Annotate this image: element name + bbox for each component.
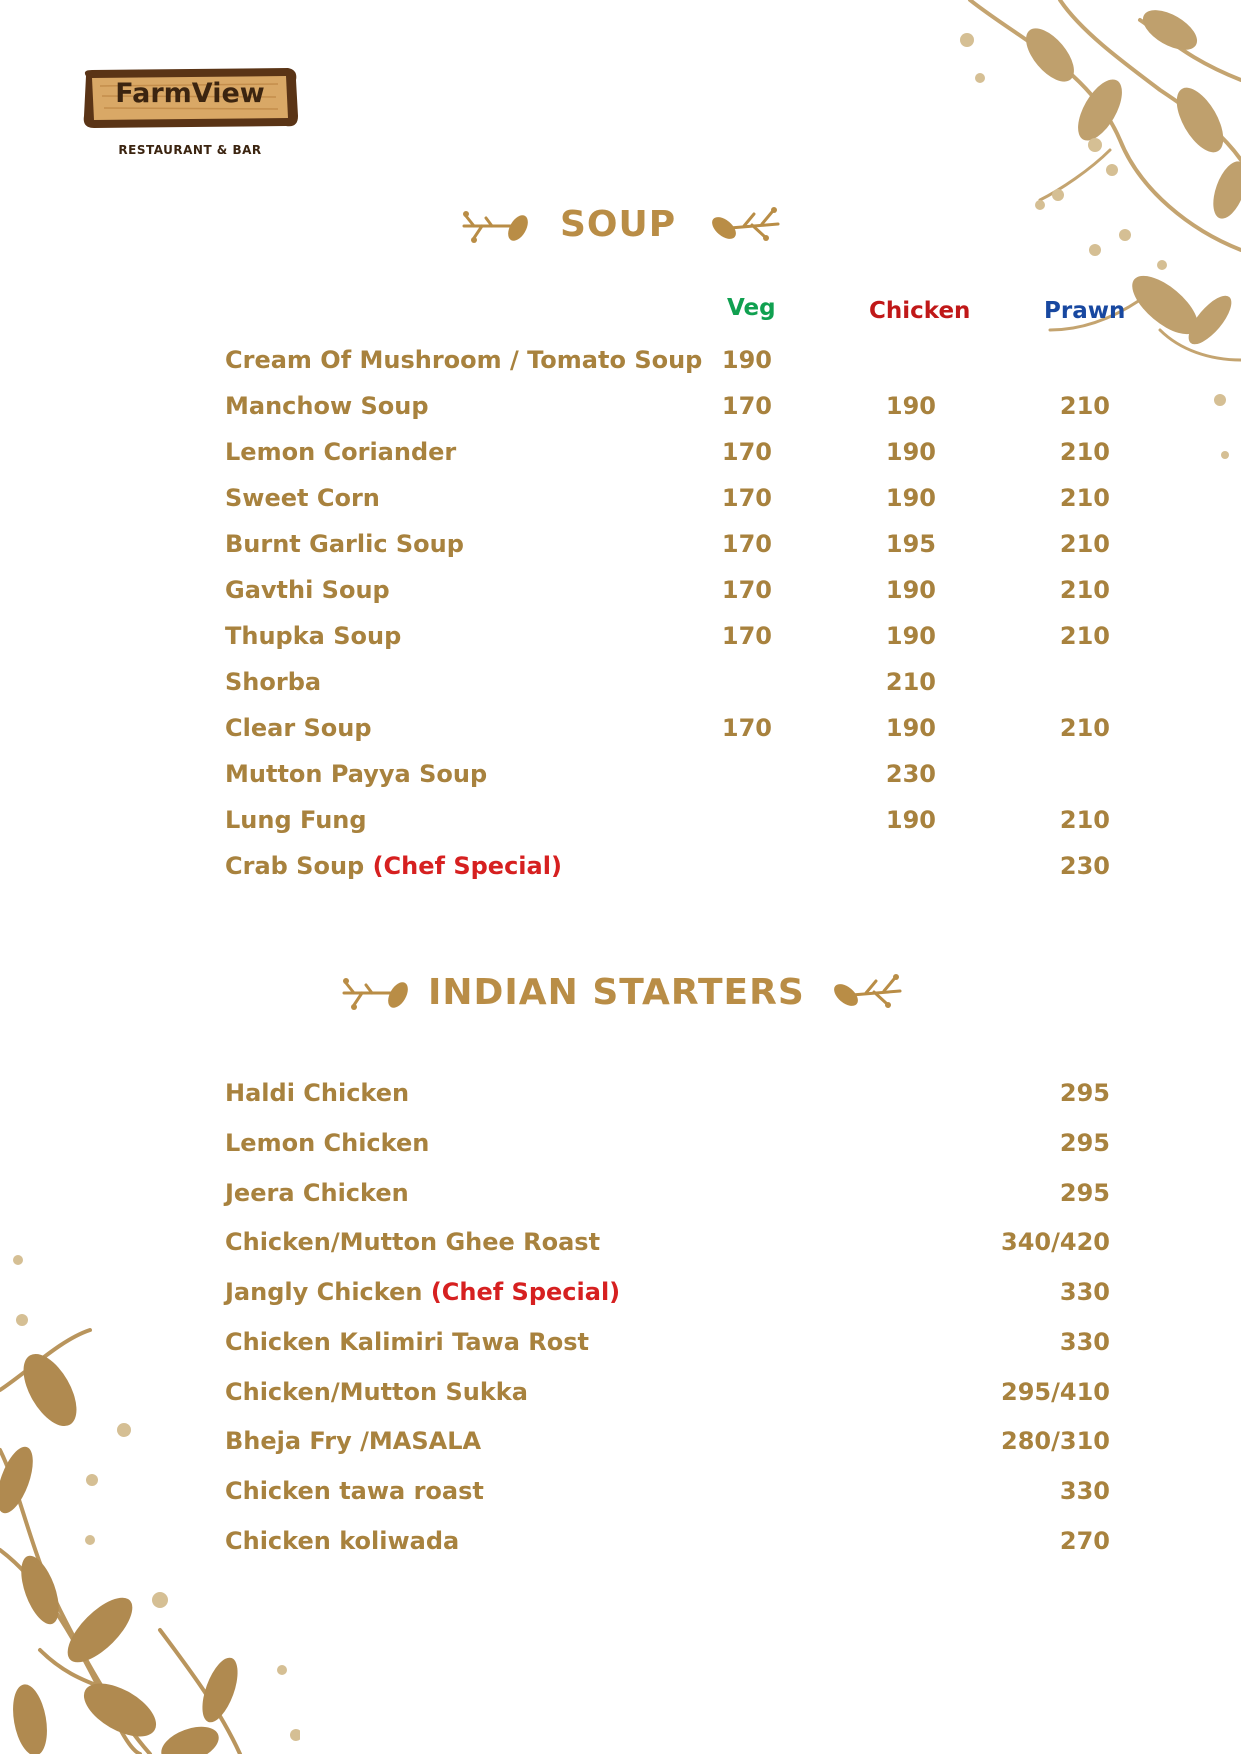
column-header-prawn: Prawn	[1044, 298, 1126, 324]
item-name-text: Haldi Chicken	[225, 1079, 410, 1107]
starter-item-name	[225, 1527, 459, 1555]
soup-price-veg: 170	[721, 530, 772, 558]
soup-item-name	[225, 484, 380, 512]
soup-price-chicken: 190	[885, 714, 936, 742]
soup-price-prawn: 210	[1059, 622, 1110, 650]
leaf-branch-icon	[834, 973, 902, 1013]
logo-subtitle: RESTAURANT & BAR	[118, 143, 262, 157]
soup-item-name	[225, 806, 367, 834]
item-name-text: Lemon Chicken	[225, 1129, 430, 1157]
starter-item-name	[225, 1228, 600, 1256]
soup-price-prawn: 210	[1059, 392, 1110, 420]
soup-price-prawn: 210	[1059, 484, 1110, 512]
soup-item-name	[225, 392, 429, 420]
item-name-text: Chicken tawa roast	[225, 1477, 484, 1505]
soup-item-name	[225, 622, 401, 650]
logo-name: FarmView	[115, 78, 265, 109]
starter-price: 340/420	[1001, 1228, 1110, 1256]
soup-item-name	[225, 668, 321, 696]
starter-item-name	[225, 1378, 528, 1406]
chef-special-label: (Chef Special)	[430, 1278, 621, 1306]
item-name-text: Bheja Fry /MASALA	[225, 1427, 482, 1455]
item-name-text: Chicken/Mutton Ghee Roast	[225, 1228, 601, 1256]
soup-price-chicken: 190	[885, 438, 936, 466]
item-name-text: Burnt Garlic Soup	[225, 530, 464, 558]
starters-title: INDIAN STARTERS	[428, 972, 805, 1013]
item-name-text: Jangly Chicken	[225, 1278, 431, 1306]
soup-price-chicken: 230	[885, 760, 936, 788]
item-name-text: Thupka Soup	[225, 622, 402, 650]
starter-price: 330	[1059, 1328, 1110, 1356]
soup-price-veg: 170	[721, 714, 772, 742]
soup-item-name	[225, 346, 702, 374]
starter-item-name	[225, 1477, 484, 1505]
item-name-text: Cream Of Mushroom / Tomato Soup	[225, 346, 703, 374]
leaf-branch-icon	[462, 206, 530, 246]
soup-item-name	[225, 714, 372, 742]
soup-item-name	[225, 760, 487, 788]
soup-price-chicken: 190	[885, 576, 936, 604]
item-name-text: Jeera Chicken	[225, 1179, 409, 1207]
soup-price-chicken: 190	[885, 484, 936, 512]
starter-item-name	[225, 1129, 429, 1157]
item-name-text: Manchow Soup	[225, 392, 429, 420]
soup-price-prawn: 210	[1059, 438, 1110, 466]
chef-special-label: (Chef Special)	[372, 852, 562, 880]
soup-price-veg: 170	[721, 484, 772, 512]
item-name-text: Crab Soup	[225, 852, 373, 880]
column-header-chicken: Chicken	[869, 298, 971, 324]
item-name-text: Lung Fung	[225, 806, 367, 834]
soup-price-chicken: 190	[885, 392, 936, 420]
starter-item-name	[225, 1328, 589, 1356]
starter-price: 330	[1059, 1278, 1110, 1306]
soup-price-veg: 170	[721, 392, 772, 420]
soup-item-name	[225, 530, 464, 558]
soup-price-prawn: 210	[1059, 530, 1110, 558]
soup-price-chicken: 210	[885, 668, 936, 696]
starter-price: 270	[1059, 1527, 1110, 1555]
item-name-text: Chicken Kalimiri Tawa Rost	[225, 1328, 590, 1356]
soup-item-name	[225, 576, 390, 604]
leaf-branch-icon	[342, 973, 410, 1013]
starter-item-name	[225, 1427, 481, 1455]
item-name-text: Shorba	[225, 668, 322, 696]
soup-price-veg: 170	[721, 622, 772, 650]
soup-price-chicken: 195	[885, 530, 936, 558]
column-header-veg: Veg	[727, 295, 776, 321]
soup-price-chicken: 190	[885, 622, 936, 650]
soup-price-chicken: 190	[885, 806, 936, 834]
soup-item-name	[225, 438, 456, 466]
soup-title: SOUP	[560, 204, 677, 245]
starter-price: 295	[1059, 1079, 1110, 1107]
soup-price-prawn: 210	[1059, 576, 1110, 604]
starter-item-name	[225, 1179, 409, 1207]
item-name-text: Chicken/Mutton Sukka	[225, 1378, 528, 1406]
item-name-text: Mutton Payya Soup	[225, 760, 488, 788]
starter-price: 295	[1059, 1179, 1110, 1207]
starter-price: 280/310	[1001, 1427, 1110, 1455]
soup-price-veg: 170	[721, 576, 772, 604]
starter-price: 295	[1059, 1129, 1110, 1157]
starter-item-name	[225, 1079, 409, 1107]
soup-price-veg: 170	[721, 438, 772, 466]
starter-price: 330	[1059, 1477, 1110, 1505]
soup-price-veg: 190	[721, 346, 772, 374]
item-name-text: Sweet Corn	[225, 484, 380, 512]
item-name-text: Clear Soup	[225, 714, 372, 742]
starter-price: 295/410	[1001, 1378, 1110, 1406]
item-name-text: Lemon Coriander	[225, 438, 457, 466]
starter-item-name	[225, 1278, 620, 1306]
soup-price-prawn: 210	[1059, 806, 1110, 834]
item-name-text: Chicken koliwada	[225, 1527, 460, 1555]
soup-price-prawn: 230	[1059, 852, 1110, 880]
item-name-text: Gavthi Soup	[225, 576, 390, 604]
soup-price-prawn: 210	[1059, 714, 1110, 742]
soup-item-name	[225, 852, 562, 880]
leaf-branch-icon	[712, 206, 780, 246]
